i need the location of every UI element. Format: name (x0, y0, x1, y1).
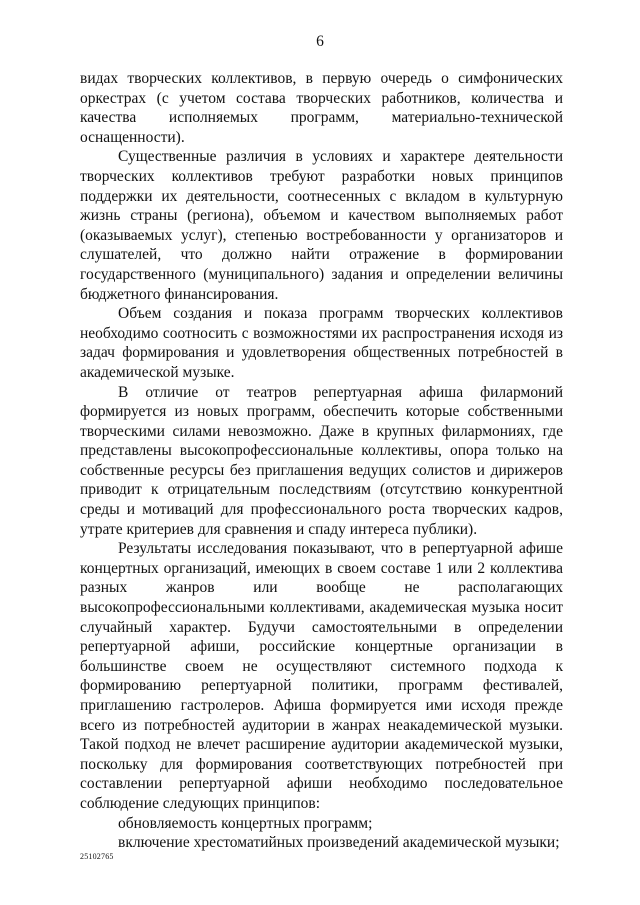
paragraph-program-volume: Объем создания и показа программ творческих коллективов необходимо соотносить с возможностями их распространения исходя из задач формирования и удовлетворения общественных потребностей в академической музыке. (80, 305, 563, 381)
paragraph-continuation: видах творческих коллективов, в первую очередь о симфонических оркестрах (с учетом состава творческих работников, количества и качества исполняемых программ, материально-технической оснащенности). (80, 70, 563, 146)
document-code: 25102765 (80, 852, 114, 861)
paragraph-differences: Существенные различия в условиях и характере деятельности творческих коллективов требуют разработки новых принципов поддержки их деятельности, соотнесенных с вкладом в культурную жизнь страны (региона), объемом и качеством выполняемых работ (оказываемых услуг), степенью востребованности у организаторов и слушателей, что должно найти отражение в формировании государственного (муниципального) задания и определении величины бюджетного финансирования. (80, 148, 563, 303)
paragraph-research-results: Результаты исследования показывают, что в репертуарной афише концертных организаций, имеющих в своем составе 1 или 2 коллектива разных жанров или вообще не располагающих высокопрофессиональными коллективами, академическая музыка носит случайный характер. Будучи самостоятельными в определении репертуарной афиши, российские концертные организации в большинстве своем не осуществляют системного подхода к формированию репертуарной политики, программ фестивалей, приглашению гастролеров. Афиша формируется ими исходя прежде всего из потребностей аудитории в жанрах неакадемической музыки. Такой подход не влечет расширение аудитории академической музыки, поскольку для формирования соответствующих потребностей при составлении репертуарной афиши необходимо последовательное соблюдение следующих принципов: (80, 540, 563, 812)
document-body (80, 69, 563, 853)
list-item-program-renewal: обновляемость концертных программ; (118, 814, 373, 832)
page-number: 6 (316, 33, 324, 50)
list-item-classic-works: включение хрестоматийных произведений академической музыки; (118, 834, 560, 852)
paragraph-repertoire-poster: В отличие от театров репертуарная афиша филармоний формируется из новых программ, обеспечить которые собственными творческими силами невозможно. Даже в крупных филармониях, где представлены высокопрофессиональные коллективы, опора только на собственные ресурсы без приглашения ведущих солистов и дирижеров приводит к отрицательным последствиям (отсутствию конкурентной среды и мотиваций для профессионального роста творческих кадров, утрате критериев для сравнения и спаду интереса публики). (80, 383, 563, 538)
